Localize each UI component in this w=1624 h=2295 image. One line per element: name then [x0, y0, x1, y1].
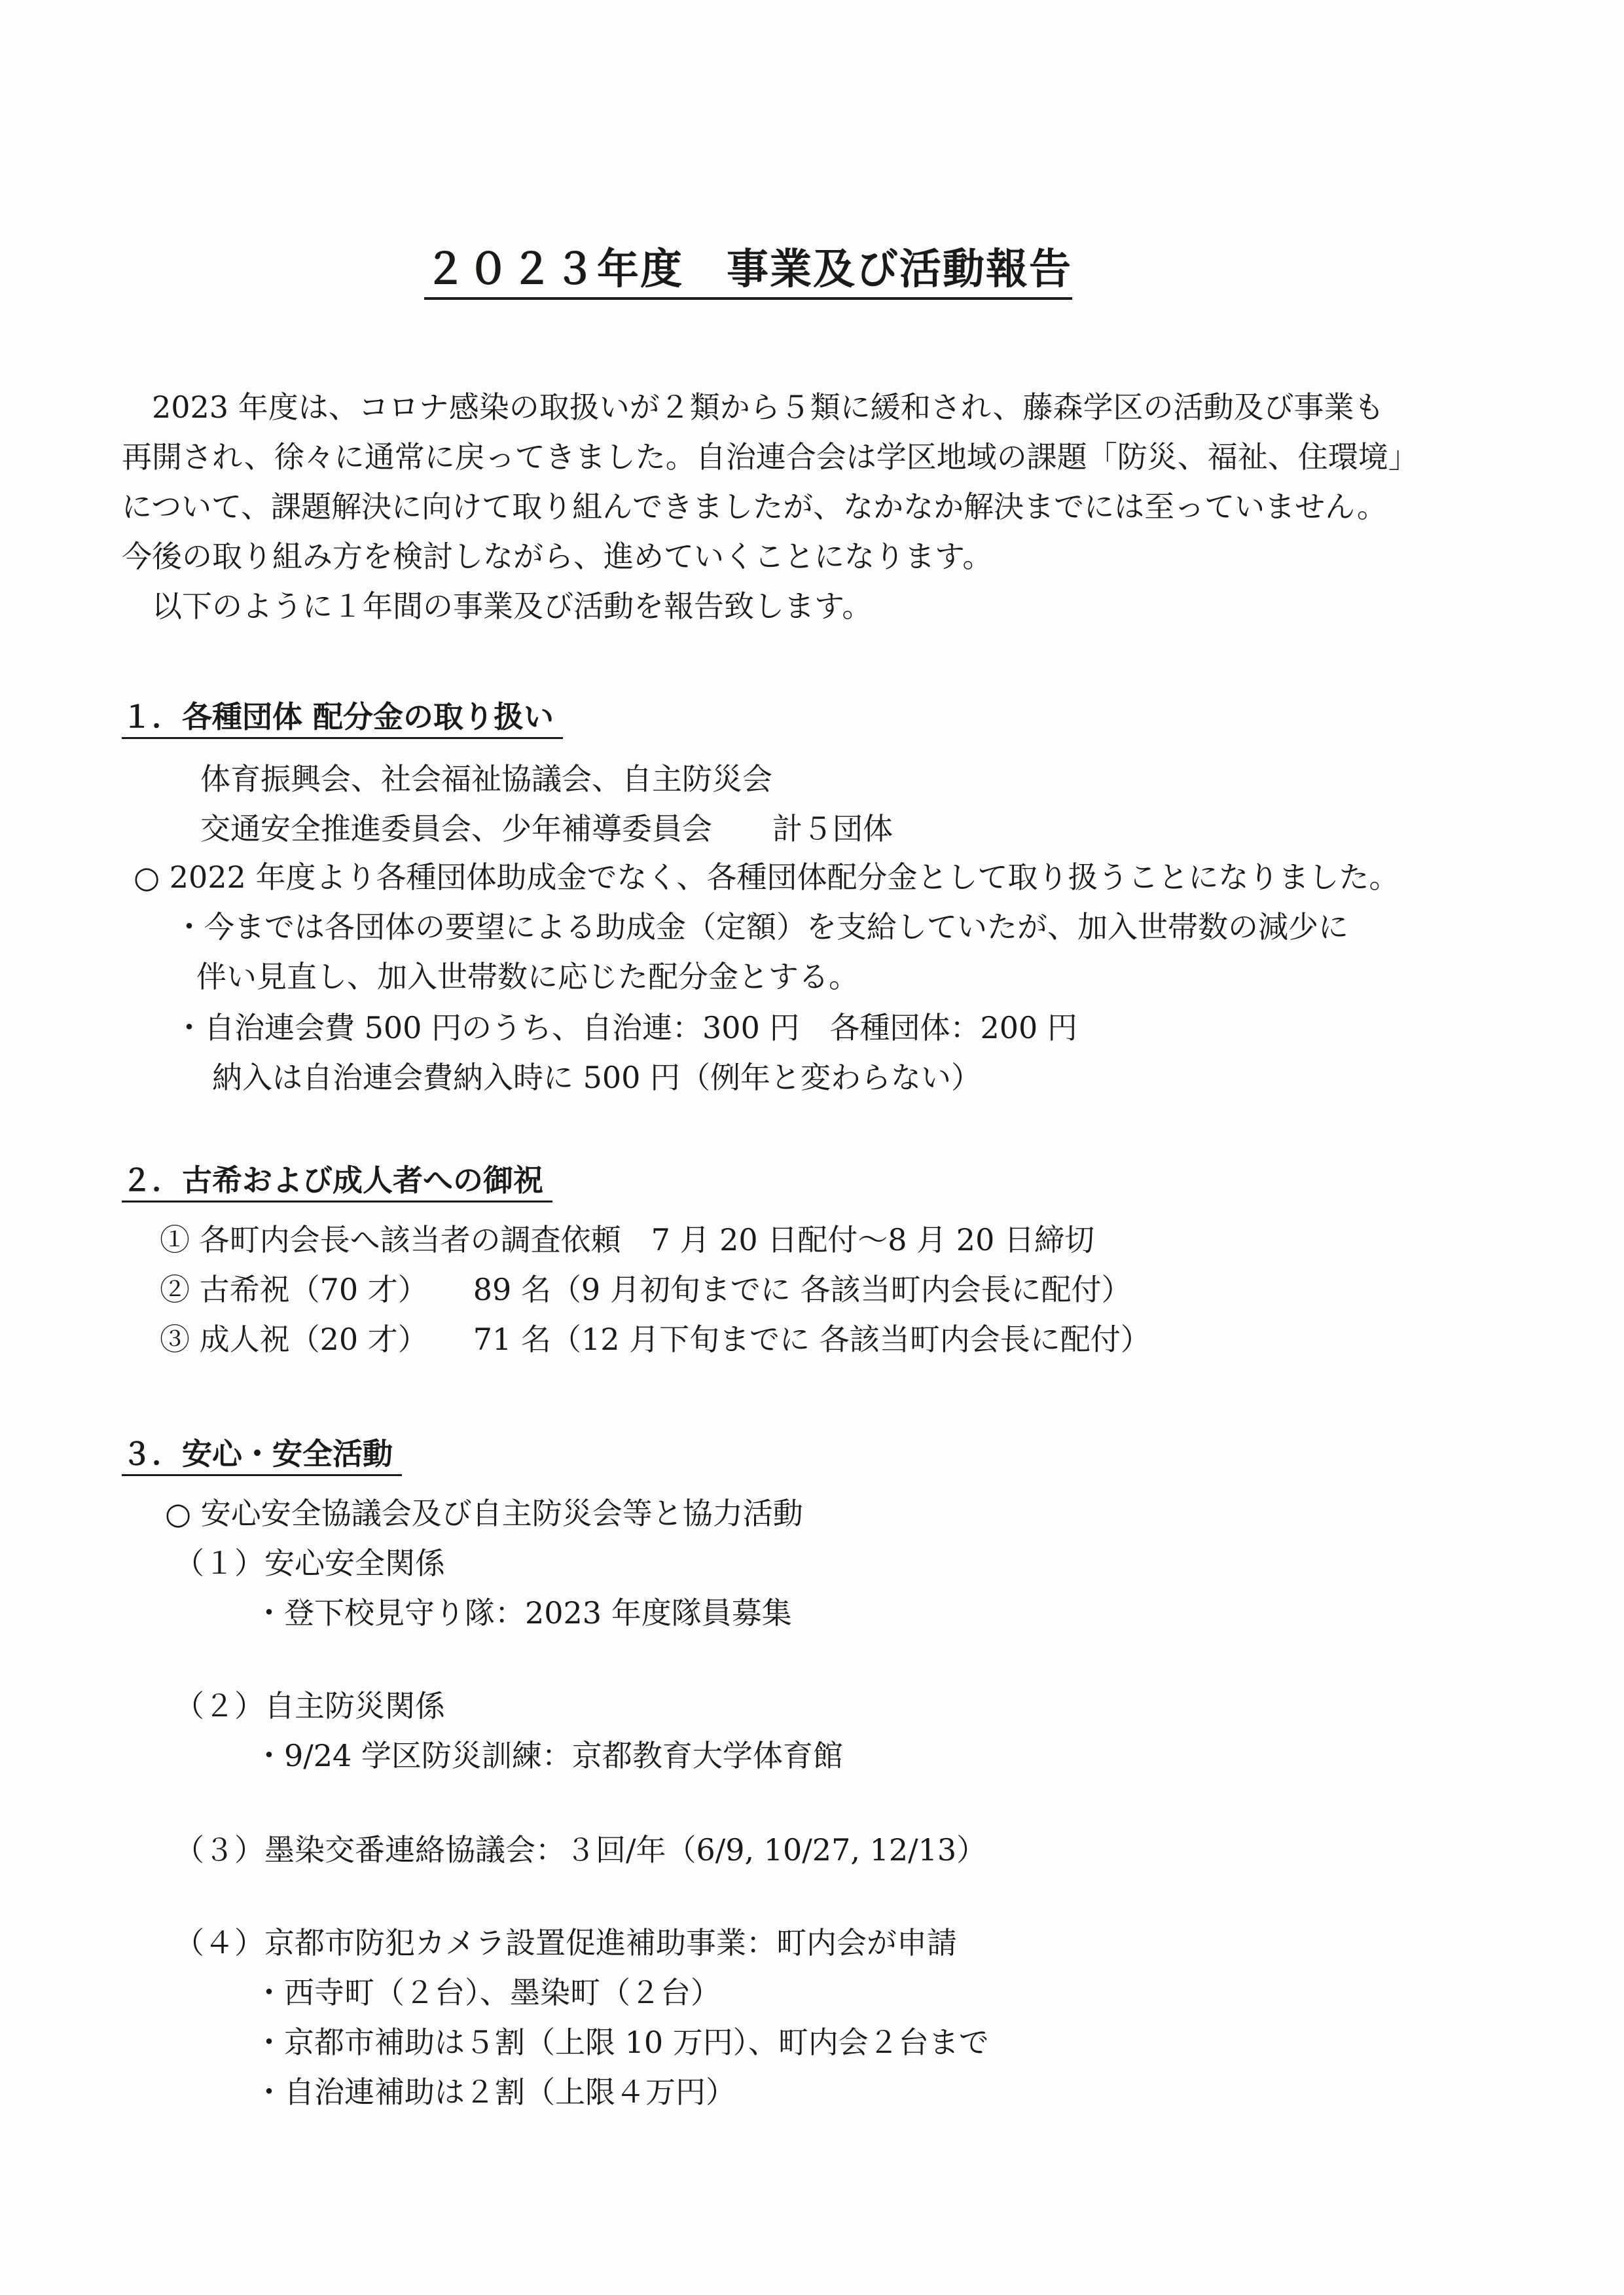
section-3-subheading: （２）自主防災関係	[174, 1688, 445, 1724]
section-1-line: 伴い見直し、加入世帯数に応じた配分金とする。	[196, 959, 859, 994]
section-1-heading: １．各種団体 配分金の取り扱い	[122, 696, 563, 739]
section-1-line: ○ 2022 年度より各種団体助成金でなく、各種団体配分金として取り扱うことになりました。	[134, 859, 1399, 895]
section-2-line: ② 古希祝（70 才） 89 名（9 月初旬までに 各該当町内会長に配付）	[160, 1272, 1132, 1307]
section-3-line: ・自治連補助は２割（上限４万円）	[254, 2074, 736, 2110]
intro-line: について、課題解決に向けて取り組んできましたが、なかなか解決までには至っていません。	[122, 489, 1387, 524]
section-2-line: ① 各町内会長へ該当者の調査依頼 7 月 20 日配付～8 月 20 日締切	[160, 1222, 1094, 1257]
intro-line: 以下のように１年間の事業及び活動を報告致します。	[122, 588, 873, 624]
page-title: ２０２３年度 事業及び活動報告	[424, 244, 1072, 300]
section-3-line: ・西寺町（２台）、墨染町（２台）	[254, 1975, 721, 2010]
section-1-line: 交通安全推進委員会、少年補導委員会 計５団体	[200, 811, 893, 846]
section-3-subheading: （３）墨染交番連絡協議会：３回/年（6/9, 10/27, 12/13）	[174, 1832, 987, 1868]
section-3-line: ・9/24 学区防災訓練：京都教育大学体育館	[254, 1738, 843, 1773]
intro-line: 再開され、徐々に通常に戻ってきました。自治連合会は学区地域の課題「防災、福祉、住環境」	[122, 439, 1418, 475]
section-3-subheading: （１）安心安全関係	[174, 1545, 445, 1581]
intro-line: 今後の取り組み方を検討しながら、進めていくことになります。	[122, 539, 993, 574]
section-3-subheading: （４）京都市防犯カメラ設置促進補助事業：町内会が申請	[174, 1925, 957, 1961]
section-2-line: ③ 成人祝（20 才） 71 名（12 月下旬までに 各該当町内会長に配付）	[160, 1322, 1151, 1357]
section-3-line: ・登下校見守り隊：2023 年度隊員募集	[254, 1595, 792, 1631]
section-3-line: ○ 安心安全協議会及び自主防災会等と協力活動	[165, 1496, 803, 1531]
section-2-heading: ２．古希および成人者への御祝	[122, 1160, 552, 1202]
section-1-line: ・今までは各団体の要望による助成金（定額）を支給していたが、加入世帯数の減少に	[174, 909, 1348, 945]
section-1-line: 体育振興会、社会福祉協議会、自主防災会	[200, 761, 772, 797]
intro-line: 2023 年度は、コロナ感染の取扱いが２類から５類に緩和され、藤森学区の活動及び事業も	[122, 389, 1384, 425]
section-3-line: ・京都市補助は５割（上限 10 万円）、町内会２台まで	[254, 2025, 989, 2060]
section-3-heading: ３．安心・安全活動	[122, 1434, 402, 1476]
section-1-line: ・自治連会費 500 円のうち、自治連：300 円 各種団体：200 円	[174, 1010, 1077, 1045]
section-1-line: 納入は自治連会費納入時に 500 円（例年と変わらない）	[212, 1060, 982, 1095]
